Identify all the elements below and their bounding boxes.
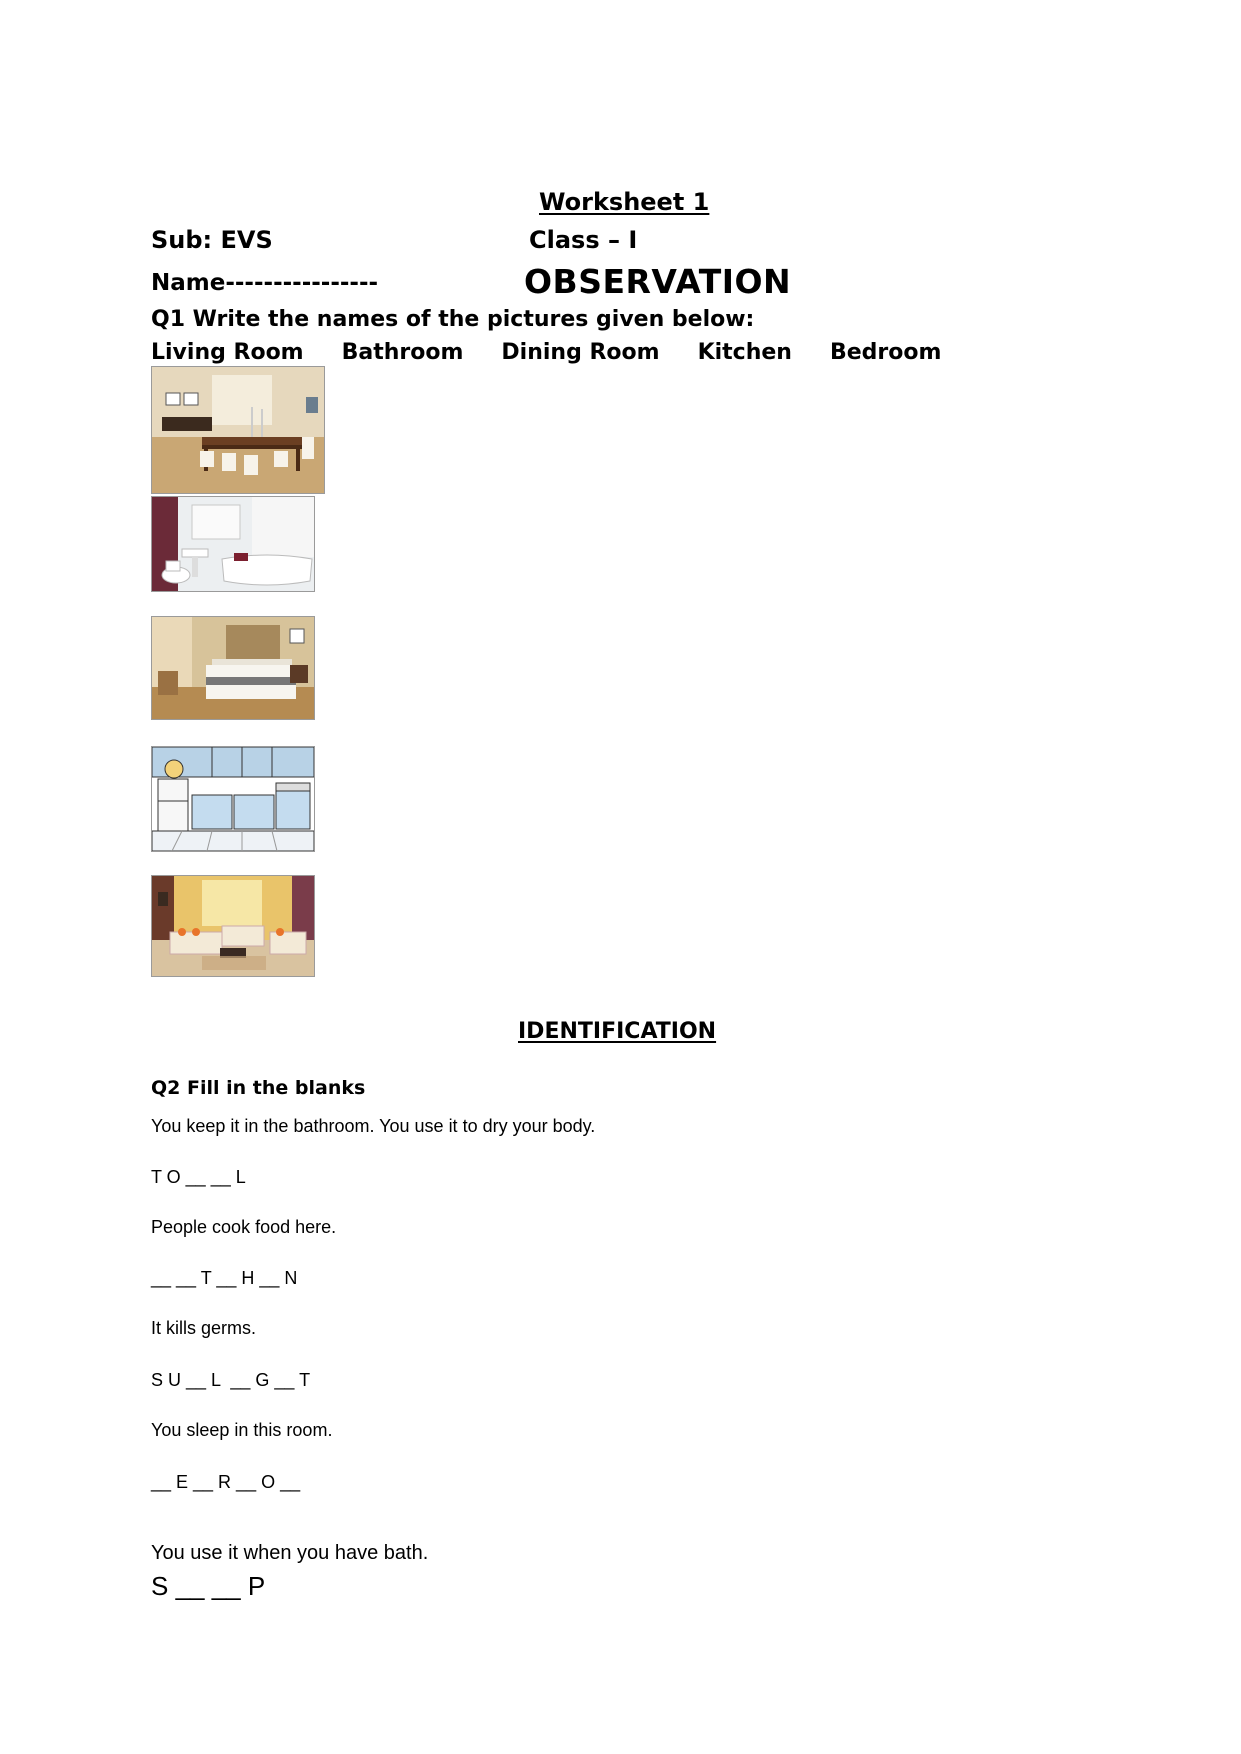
living-room-picture [151,875,315,977]
kitchen-picture [151,746,315,852]
word-bank-item: Dining Room [501,340,660,365]
word-bank-item: Bedroom [829,340,942,365]
question-1: Q1 Write the names of the pictures given below: [151,307,755,332]
bathroom-picture [151,496,315,592]
answer-blank: S __ __ P [151,1571,266,1601]
clue-text: People cook food here. [151,1217,337,1237]
answer-blank: T O __ __ L [151,1167,246,1187]
section-title-identification: IDENTIFICATION [518,1019,717,1044]
subject-label: Sub: EVS [151,226,273,254]
answer-blank: S U __ L __ G __ T [151,1370,311,1390]
bedroom-picture [151,616,315,720]
dining-room-picture [151,366,325,494]
clue-text: You sleep in this room. [151,1420,333,1440]
class-label: Class – I [529,226,638,254]
name-field: Name---------------- [151,270,379,296]
clue-text: You keep it in the bathroom. You use it to dry your body. [151,1116,596,1136]
answer-blank: __ __ T __ H __ N [151,1268,298,1288]
section-title-observation: OBSERVATION [524,262,792,301]
word-bank [151,340,979,365]
clue-text: It kills germs. [151,1318,257,1338]
worksheet-title: Worksheet 1 [539,188,710,216]
word-bank-item: Kitchen [697,340,792,365]
word-bank-item: Bathroom [341,340,464,365]
word-bank-item: Living Room [151,340,304,365]
question-2: Q2 Fill in the blanks [151,1077,366,1099]
answer-blank: __ E __ R __ O __ [151,1472,301,1492]
clue-text: You use it when you have bath. [151,1542,429,1564]
